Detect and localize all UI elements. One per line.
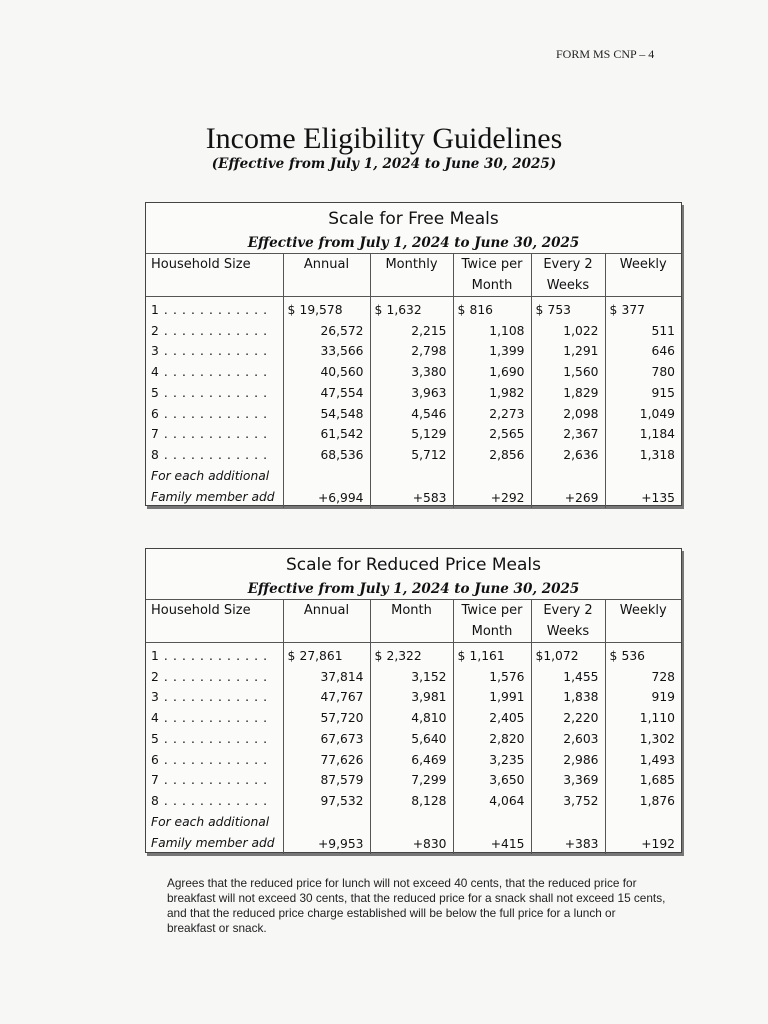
additional-member-label: For each additional Family member add — [151, 814, 275, 850]
weekly-cell: 1,493 — [605, 750, 681, 771]
header-annual: Annual — [283, 254, 370, 297]
annual-cell: +6,994 — [283, 466, 370, 508]
annual-cell: 77,626 — [283, 750, 370, 771]
table-row — [146, 643, 681, 667]
twice-month-cell: 3,650 — [453, 770, 531, 791]
free-meals-title: Scale for Free Meals — [328, 209, 499, 229]
household-size-cell: 7 . . . . . . . . . . . . — [151, 773, 268, 788]
table-row — [146, 404, 681, 425]
every-2-weeks-cell: 2,603 — [531, 729, 605, 750]
annual-cell: 87,579 — [283, 770, 370, 791]
twice-month-cell: 1,576 — [453, 667, 531, 688]
every-2-weeks-cell: 1,022 — [531, 321, 605, 342]
month-cell: 8,128 — [370, 791, 453, 812]
reduced-meals-title: Scale for Reduced Price Meals — [286, 555, 541, 575]
weekly-cell: 646 — [605, 341, 681, 362]
twice-month-cell: 2,820 — [453, 729, 531, 750]
household-size-cell: 1 . . . . . . . . . . . . — [151, 649, 268, 663]
twice-month-value: 1,161 — [469, 649, 505, 663]
table-row — [146, 729, 681, 750]
weekly-cell: 1,049 — [605, 404, 681, 425]
dollar-sign: $ — [609, 303, 618, 317]
every-2-weeks-cell: 1,829 — [531, 383, 605, 404]
dollar-sign: $ — [535, 303, 544, 317]
weekly-cell: 1,184 — [605, 424, 681, 445]
weekly-value: 377 — [621, 303, 645, 317]
monthly-value: 1,632 — [386, 303, 422, 317]
annual-cell: 61,542 — [283, 424, 370, 445]
every-2-weeks-cell: 3,369 — [531, 770, 605, 791]
twice-month-cell: 2,856 — [453, 445, 531, 466]
free-meals-effective: Effective from July 1, 2024 to June 30, 2025 — [247, 235, 580, 251]
household-size-cell: 2 . . . . . . . . . . . . — [151, 323, 268, 338]
header-every-2-weeks: Every 2 Weeks — [531, 600, 605, 643]
weekly-cell: 728 — [605, 667, 681, 688]
table-row — [146, 383, 681, 404]
month-cell: 3,152 — [370, 667, 453, 688]
header-month: Month — [370, 600, 453, 643]
twice-month-cell — [453, 297, 531, 321]
household-size-cell: 1 . . . . . . . . . . . . — [151, 303, 268, 317]
table-row — [146, 708, 681, 729]
monthly-cell: 4,546 — [370, 404, 453, 425]
household-size-cell: 6 . . . . . . . . . . . . — [151, 406, 268, 421]
annual-cell: +9,953 — [283, 812, 370, 854]
monthly-cell: 2,215 — [370, 321, 453, 342]
reduced-meals-table — [146, 599, 681, 854]
annual-cell: 57,720 — [283, 708, 370, 729]
table-row — [146, 667, 681, 688]
header-weekly: Weekly — [605, 600, 681, 643]
monthly-cell: 5,712 — [370, 445, 453, 466]
twice-month-cell: 3,235 — [453, 750, 531, 771]
table-header-row — [146, 254, 681, 297]
household-size-cell: 3 . . . . . . . . . . . . — [151, 690, 268, 705]
twice-month-cell: 1,108 — [453, 321, 531, 342]
every-2-weeks-cell: 2,367 — [531, 424, 605, 445]
twice-month-cell: 1,982 — [453, 383, 531, 404]
every-2-weeks-cell: 2,636 — [531, 445, 605, 466]
twice-month-cell: +415 — [453, 812, 531, 854]
table-header-row — [146, 600, 681, 643]
household-size-cell: 8 . . . . . . . . . . . . — [151, 793, 268, 808]
month-value: 2,322 — [386, 649, 422, 663]
every-2-weeks-cell: 1,838 — [531, 687, 605, 708]
header-household-size: Household Size — [146, 600, 283, 643]
weekly-cell: 1,685 — [605, 770, 681, 791]
household-size-cell: 5 . . . . . . . . . . . . — [151, 385, 268, 400]
twice-month-cell: 2,273 — [453, 404, 531, 425]
reduced-price-footnote: Agrees that the reduced price for lunch will not exceed 40 cents, that the reduced price for breakfast will not exceed 30 cents, that the reduced price for a snack shall not exceed 15 cents, and that the reduced price charge established will be below the full price for a lunch or breakfast or snack. — [167, 876, 666, 935]
every-2-weeks-value: 753 — [547, 303, 571, 317]
twice-month-cell — [453, 643, 531, 667]
household-size-cell: 6 . . . . . . . . . . . . — [151, 752, 268, 767]
every-2-weeks-cell: 1,560 — [531, 362, 605, 383]
annual-cell: 54,548 — [283, 404, 370, 425]
weekly-cell: 511 — [605, 321, 681, 342]
additional-member-row — [146, 466, 681, 508]
header-monthly: Monthly — [370, 254, 453, 297]
table-row — [146, 791, 681, 812]
household-size-cell: 4 . . . . . . . . . . . . — [151, 365, 268, 380]
month-cell: +830 — [370, 812, 453, 854]
annual-value: 19,578 — [299, 303, 343, 317]
weekly-cell: 1,876 — [605, 791, 681, 812]
household-size-cell: 5 . . . . . . . . . . . . — [151, 731, 268, 746]
monthly-cell — [370, 297, 453, 321]
dollar-sign: $ — [287, 649, 296, 663]
month-cell: 5,640 — [370, 729, 453, 750]
every-2-weeks-cell: 2,098 — [531, 404, 605, 425]
dollar-sign: $ — [457, 303, 466, 317]
additional-member-row — [146, 812, 681, 854]
annual-cell: 37,814 — [283, 667, 370, 688]
every-2-weeks-value: $1,072 — [535, 649, 579, 663]
twice-month-cell: 2,405 — [453, 708, 531, 729]
every-2-weeks-cell: 3,752 — [531, 791, 605, 812]
table-row — [146, 750, 681, 771]
dollar-sign: $ — [374, 649, 383, 663]
household-size-cell: 8 . . . . . . . . . . . . — [151, 447, 268, 462]
twice-month-cell: 4,064 — [453, 791, 531, 812]
twice-month-cell: 1,690 — [453, 362, 531, 383]
every-2-weeks-cell: 2,986 — [531, 750, 605, 771]
annual-value: 27,861 — [299, 649, 343, 663]
weekly-cell: 1,318 — [605, 445, 681, 466]
annual-cell: 40,560 — [283, 362, 370, 383]
dollar-sign: $ — [457, 649, 466, 663]
header-twice-per-month: Twice per Month — [453, 600, 531, 643]
weekly-cell: 915 — [605, 383, 681, 404]
month-cell: 3,981 — [370, 687, 453, 708]
every-2-weeks-cell: +269 — [531, 466, 605, 508]
annual-cell: 68,536 — [283, 445, 370, 466]
free-meals-table — [146, 253, 681, 508]
weekly-cell: 780 — [605, 362, 681, 383]
every-2-weeks-cell: 2,220 — [531, 708, 605, 729]
every-2-weeks-cell: +383 — [531, 812, 605, 854]
dollar-sign: $ — [374, 303, 383, 317]
free-meals-scale — [145, 202, 682, 506]
monthly-cell: 5,129 — [370, 424, 453, 445]
table-row — [146, 770, 681, 791]
every-2-weeks-cell: 1,291 — [531, 341, 605, 362]
monthly-cell: 2,798 — [370, 341, 453, 362]
annual-cell: 67,673 — [283, 729, 370, 750]
annual-cell: 33,566 — [283, 341, 370, 362]
annual-cell: 47,767 — [283, 687, 370, 708]
month-cell: 4,810 — [370, 708, 453, 729]
twice-month-cell: 1,991 — [453, 687, 531, 708]
dollar-sign: $ — [287, 303, 296, 317]
monthly-cell: +583 — [370, 466, 453, 508]
header-twice-per-month: Twice per Month — [453, 254, 531, 297]
weekly-cell: 919 — [605, 687, 681, 708]
annual-cell: 97,532 — [283, 791, 370, 812]
header-weekly: Weekly — [605, 254, 681, 297]
table-row — [146, 341, 681, 362]
annual-cell: 26,572 — [283, 321, 370, 342]
table-row — [146, 687, 681, 708]
monthly-cell: 3,380 — [370, 362, 453, 383]
every-2-weeks-cell — [531, 643, 605, 667]
twice-month-value: 816 — [469, 303, 493, 317]
annual-cell — [283, 297, 370, 321]
weekly-cell — [605, 643, 681, 667]
twice-month-cell: +292 — [453, 466, 531, 508]
twice-month-cell: 1,399 — [453, 341, 531, 362]
annual-cell — [283, 643, 370, 667]
header-household-size: Household Size — [146, 254, 283, 297]
page-subtitle: (Effective from July 1, 2024 to June 30, 2025) — [211, 156, 557, 172]
page-title: Income Eligibility Guidelines — [205, 122, 563, 155]
weekly-cell: 1,110 — [605, 708, 681, 729]
month-cell — [370, 643, 453, 667]
month-cell: 7,299 — [370, 770, 453, 791]
weekly-value: 536 — [621, 649, 645, 663]
additional-member-label: For each additional Family member add — [151, 468, 275, 504]
reduced-meals-effective: Effective from July 1, 2024 to June 30, 2025 — [247, 581, 580, 597]
household-size-cell: 4 . . . . . . . . . . . . — [151, 711, 268, 726]
month-cell: 6,469 — [370, 750, 453, 771]
annual-cell: 47,554 — [283, 383, 370, 404]
every-2-weeks-cell: 1,455 — [531, 667, 605, 688]
household-size-cell: 2 . . . . . . . . . . . . — [151, 669, 268, 684]
monthly-cell: 3,963 — [370, 383, 453, 404]
household-size-cell: 7 . . . . . . . . . . . . — [151, 427, 268, 442]
weekly-cell: +135 — [605, 466, 681, 508]
weekly-cell — [605, 297, 681, 321]
header-annual: Annual — [283, 600, 370, 643]
header-every-2-weeks: Every 2 Weeks — [531, 254, 605, 297]
table-row — [146, 297, 681, 321]
weekly-cell: +192 — [605, 812, 681, 854]
table-row — [146, 424, 681, 445]
form-id: FORM MS CNP – 4 — [556, 47, 655, 61]
reduced-meals-scale — [145, 548, 682, 853]
dollar-sign: $ — [609, 649, 618, 663]
household-size-cell: 3 . . . . . . . . . . . . — [151, 344, 268, 359]
table-row — [146, 321, 681, 342]
table-row — [146, 445, 681, 466]
table-row — [146, 362, 681, 383]
every-2-weeks-cell — [531, 297, 605, 321]
weekly-cell: 1,302 — [605, 729, 681, 750]
twice-month-cell: 2,565 — [453, 424, 531, 445]
